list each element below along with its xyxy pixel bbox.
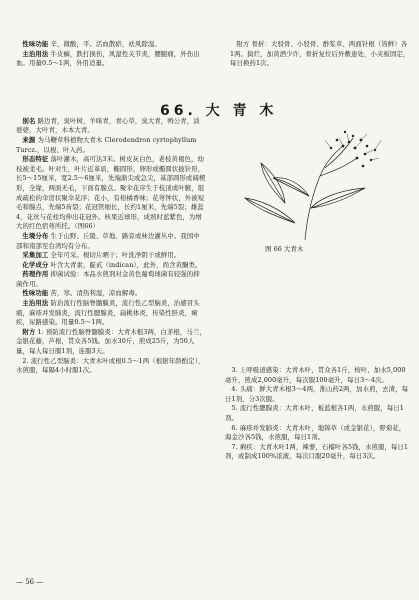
section-title: 66. 大 青 木 — [160, 103, 278, 119]
paragraph-label: 性味功能 — [22, 40, 49, 48]
paragraph — [16, 50, 206, 69]
paragraph — [16, 357, 206, 376]
paragraph-text: 抑菌试验：本品水煎剂对金黄色葡萄球菌有较强的抑菌作用。 — [16, 270, 200, 288]
paragraph-text: 4. 头痛：鲜大青木根3～4两，淮山药2两，加水煎，去渣，每日1剂，分3次服。 — [225, 385, 409, 403]
right-top-column — [230, 0, 410, 69]
paragraph-text: 3. 上呼吸道感染：大青木叶，贯众各1斤，桉叶，加水5,000毫升，煎成2,000毫升，每次服100毫升，每日3～4次。 — [225, 366, 406, 384]
paragraph-label: 性味功能 — [22, 289, 49, 298]
paragraph — [230, 40, 410, 69]
paragraph — [16, 299, 206, 328]
paragraph — [225, 443, 410, 462]
paragraph-text: 6. 麻疹并发肺炎：大青木叶，地锦草（或金银花），野菊花，海金沙各5钱，水煎服，每日1剂。 — [225, 423, 406, 442]
figure-caption: 图 66 大青木 — [265, 245, 304, 253]
paragraph-label: 采集加工 — [22, 251, 49, 260]
right-main-paragraphs — [225, 366, 410, 462]
paragraph — [16, 155, 206, 232]
left-top-paragraphs — [16, 40, 206, 69]
paragraph-label: 来源 — [22, 135, 36, 144]
paragraph — [225, 385, 410, 404]
paragraph-text: 防治流行性脑脊髓膜炎，流行性乙型脑炎，治感冒头痛，麻疹并发肺炎，流行性腮腺炎，扁桃体炎，传染性肝炎，痢疾，尿路感染。用量0.5～1两。 — [16, 299, 200, 327]
paragraph-text: 1. 预防流行性脑脊髓膜炎：大青木根3两，白茅根，马兰，金银花藤，芦根，贯众各5钱。加水30斤，煎成25斤，为50人量，每人每日服1剂，连服3天。 — [16, 327, 206, 356]
paragraph-text: 附方 骨折：大驳骨、小驳骨、酢浆草、两面针根（皆鲜）各1两。捣烂，加黄酒少许，骨折复位后外敷患处，小夹板固定，每日换药1次。 — [230, 40, 410, 68]
paragraph-label: 药理作用 — [22, 270, 49, 279]
page-number: — 56 — — [16, 578, 44, 586]
paragraph — [225, 424, 410, 443]
paragraph-text: 路边青，臭叶树，羊咪青，青心草，臭大青，鸭公青，淡婆婆，大叶青，木本大青。 — [16, 116, 200, 135]
paragraph-text: 生于山野、丘陵、草地、路旁或林边灌丛中。我国中部和南部至台湾均有分布。 — [16, 231, 200, 250]
paragraph-text: 叶含大青素，靛甙（indican），此外，尚含黄酮类。 — [48, 260, 202, 269]
left-main-paragraphs — [16, 117, 206, 376]
paragraph — [225, 404, 410, 423]
paragraph-text: 落叶灌木，高可达3米。树皮灰白色，老枝黄褐色，幼枝被柔毛。叶对生，叶片近革质，椭圆形，卵形或椭圆状披针形，长5～15厘米，宽2.5～6厘米，先端渐尖或急尖，基部圆形或阔楔形，全缘，两面无毛，下面有腺点。聚伞花序生于枝顶或叶腋，组成疏松的伞房状聚伞花序；花小，有柑橘香味；花萼钟状，外被短毛和腺点，先端5齿裂；花冠管细长，长约1厘米，先端5裂；雄蕊4，花丝与花柱均伸出花冠外。核果近球形，成熟时蓝紫色，为增大的红色宿萼所托。（图66） — [16, 155, 206, 231]
paragraph — [16, 270, 206, 289]
paragraph-text: 为马鞭草科植物大青木 Clerodendron cyrtophyllum Turcz.，以根、叶入药。 — [16, 135, 197, 154]
paragraph-text: 牛皮癣，跌打损伤，风湿性关节炎，腰腿痛，外伤出血。用量0.5～1两，外用适量。 — [16, 49, 200, 68]
paragraph-label: 形态特征 — [22, 155, 49, 164]
paragraph-text: 辛、微酸，平。活血散瘀，祛风除湿。 — [48, 40, 161, 48]
paragraph-label: 主治用法 — [22, 49, 49, 58]
paragraph — [16, 261, 206, 271]
paragraph-text: 苦，寒。清热利湿，凉血解毒。 — [48, 289, 142, 298]
right-top-paragraphs — [230, 40, 410, 69]
paragraph — [16, 232, 206, 251]
paragraph-text: 5. 流行性腮腺炎：大青木叶，板蓝根各1两，水煎服，每日1剂。 — [225, 404, 404, 422]
paragraph — [225, 366, 410, 385]
paragraph-label: 生境分布 — [22, 231, 49, 240]
paragraph-label: 主治用法 — [22, 299, 49, 308]
paragraph — [16, 289, 206, 299]
paragraph-text: 7. 痢疾：大青木叶1两，辣蓼，石榴叶各5钱，水煎服，每日1剂，或制成100%浓液，每次口服20毫升，每日3次。 — [225, 442, 409, 461]
right-main-column — [225, 270, 410, 462]
paragraph — [16, 251, 206, 261]
paragraph — [16, 136, 206, 155]
paragraph-label: 附方 — [22, 327, 36, 336]
paragraph-text: 2. 流行性乙型脑炎：大青木叶或根0.5～1两（根据年龄酌定），水煎服，每隔4小时服1次。 — [16, 356, 205, 375]
paragraph — [16, 40, 206, 50]
paragraph — [16, 328, 206, 357]
paragraph-text: 全年可采。根切片晒干；叶洗净阴干或鲜用。 — [48, 251, 181, 260]
paragraph-label: 别名 — [22, 116, 36, 125]
left-column — [16, 0, 206, 376]
paragraph-label: 化学成分 — [22, 260, 49, 269]
plant-illustration — [225, 128, 410, 243]
